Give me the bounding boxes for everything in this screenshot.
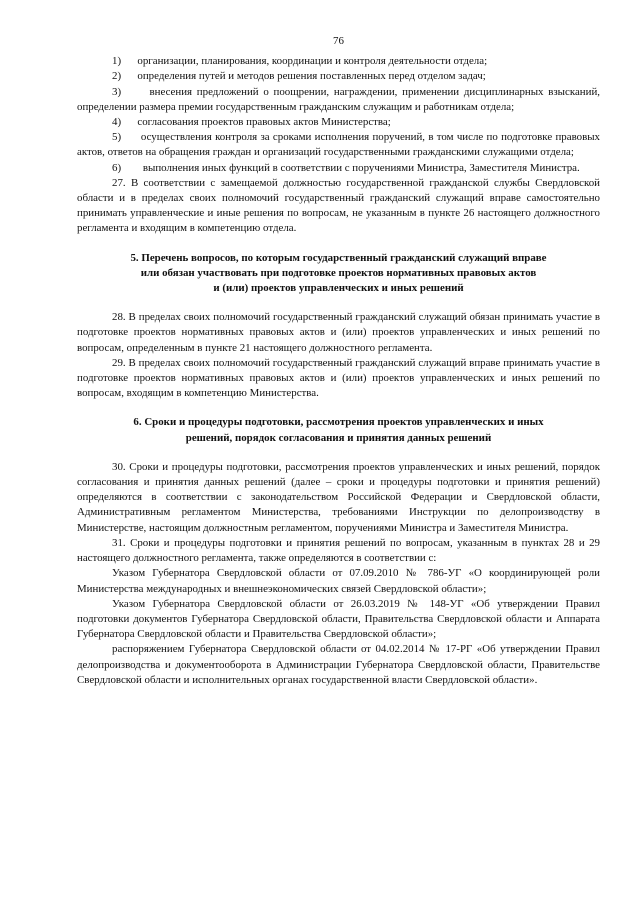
section-5-heading-line-2: или обязан участвовать при подготовке проектов нормативных правовых актов bbox=[140, 266, 537, 279]
decree-786-ug: Указом Губернатора Свердловской области от 07.09.2010 № 786-УГ «О координирующей роли Министерства международных и внешнеэкономических связей Свердловской области»; bbox=[77, 567, 600, 595]
list-item-1: 1) организации, планирования, координации и контроля деятельности отдела; bbox=[112, 55, 488, 68]
page-number: 76 bbox=[333, 35, 344, 47]
decree-148-ug: Указом Губернатора Свердловской области от 26.03.2019 № 148-УГ «Об утверждении Правил подготовки документов Губернатора Свердловской области, Правительства Свердловской области и Аппарата Губернатора Свердловской области и Правительства Свердловской области»; bbox=[77, 597, 600, 641]
list-item-3: 3) внесения предложений о поощрении, награждении, применении дисциплинарных взысканий, определении размера премии государственным гражданским служащим и работникам отдела; bbox=[77, 85, 600, 113]
section-6-heading-line-2: решений, порядок согласования и принятия данных решений bbox=[185, 431, 492, 444]
list-item-4: 4) согласования проектов правовых актов Министерства; bbox=[112, 116, 391, 129]
paragraph-31: 31. Сроки и процедуры подготовки и принятия решений по вопросам, указанным в пунктах 28 и 29 настоящего должностного регламента, также определяются в соответствии с: bbox=[77, 536, 600, 565]
section-6-heading-line-1: 6. Сроки и процедуры подготовки, рассмотрения проектов управленческих и иных bbox=[133, 416, 544, 429]
paragraph-27: 27. В соответствии с замещаемой должностью государственной гражданской службы Свердловской области и в пределах своих полномочий государственный гражданский служащий вправе самостоятельно принимать управленческие и иные решения по вопросам, не указанным в пункте 26 настоящего должностного регламента и входящим в компетенцию отдела. bbox=[77, 176, 600, 235]
paragraph-29: 29. В пределах своих полномочий государственный гражданский служащий вправе принимать участие в подготовке проектов нормативных правовых актов и (или) проектов управленческих и иных решений по вопросам, входящим в компетенцию Министерства. bbox=[77, 356, 600, 400]
section-5-heading-line-1: 5. Перечень вопросов, по которым государственный гражданский служащий вправе bbox=[130, 251, 547, 264]
decree-17-rg: распоряжением Губернатора Свердловской области от 04.02.2014 № 17-РГ «Об утверждении Правил делопроизводства и документооборота в Администрации Губернатора Свердловской области, Правительстве Свердловской области и исполнительных органах государственной власти Свердловской области». bbox=[77, 643, 600, 686]
paragraph-30: 30. Сроки и процедуры подготовки, рассмотрения проектов управленческих и иных решений, порядок согласования и принятия данных решений (далее – сроки и процедуры подготовки и принятия решений) определяются в соответствии с законодательством Российской Федерации и Свердловской области, Административным регламентом Министерства, требованиями Инструкции по делопроизводству в Министерстве, настоящим должностным регламентом, поручениями Министра и Заместителя Министра. bbox=[77, 460, 600, 534]
list-item-2: 2) определения путей и методов решения поставленных перед отделом задач; bbox=[112, 70, 486, 83]
list-item-5: 5) осуществления контроля за сроками исполнения поручений, в том числе по подготовке правовых актов, ответов на обращения граждан и организаций государственными гражданскими служащими отдела; bbox=[77, 131, 600, 159]
paragraph-28: 28. В пределах своих полномочий государственный гражданский служащий обязан принимать участие в подготовке проектов нормативных правовых актов и (или) проектов управленческих и иных решений по вопросам, определенным в пункте 21 настоящего должностного регламента. bbox=[77, 311, 600, 354]
section-5-heading-line-3: и (или) проектов управленческих и иных решений bbox=[213, 282, 464, 295]
list-item-6: 6) выполнения иных функций в соответствии с поручениями Министра, Заместителя Министра. bbox=[112, 161, 580, 174]
